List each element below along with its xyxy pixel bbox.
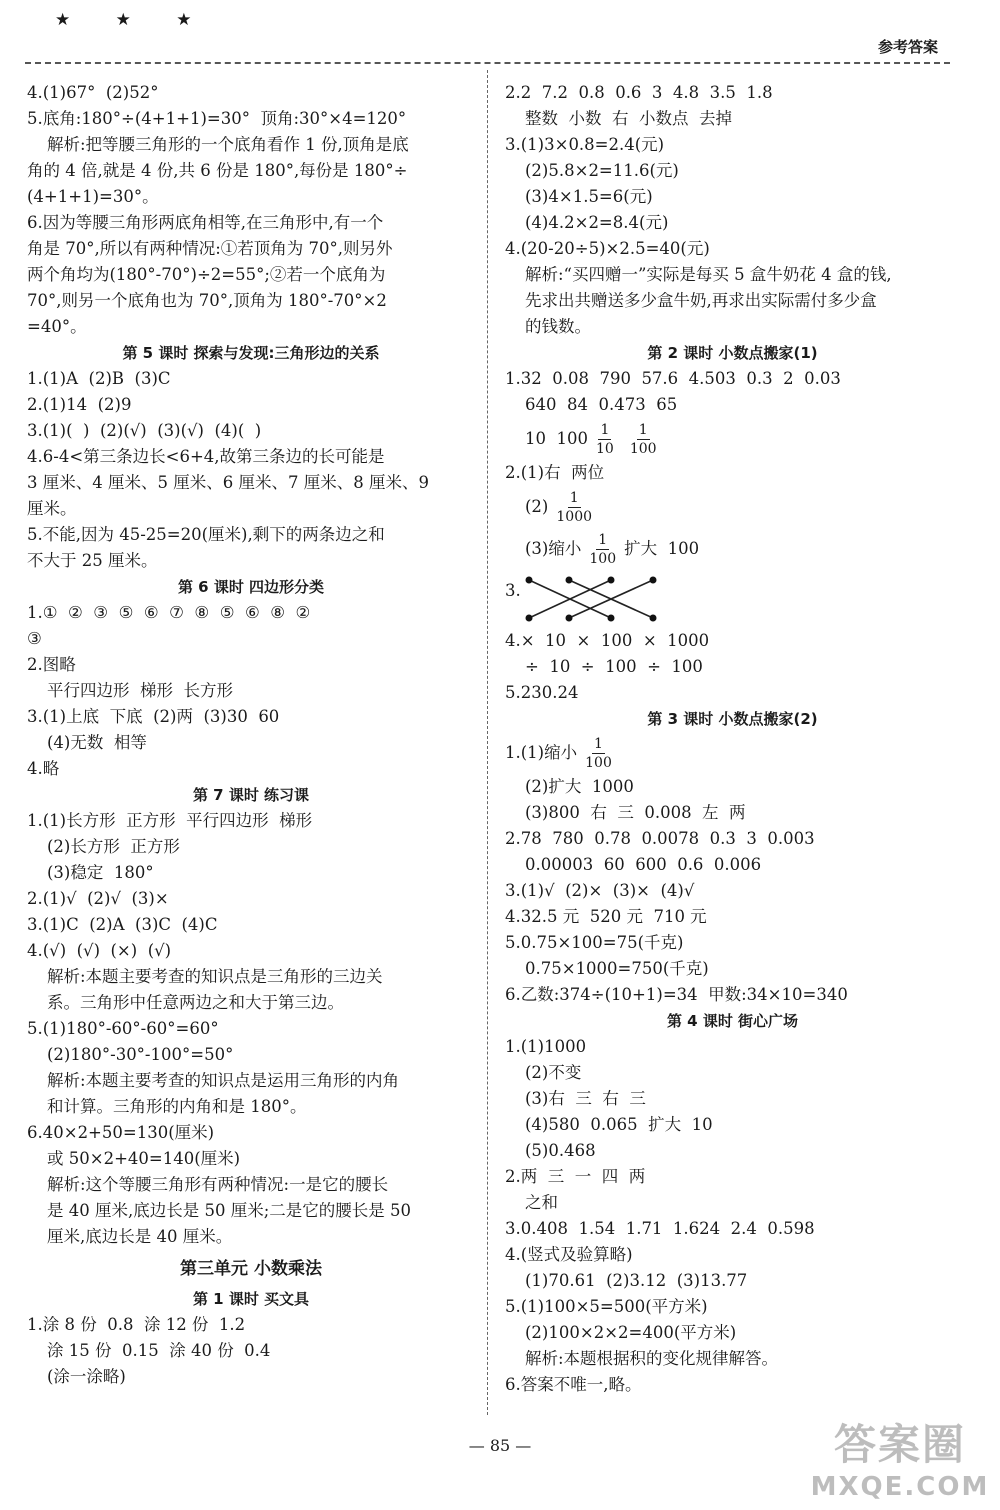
answer-line: 4.32.5 元 520 元 710 元 xyxy=(505,907,707,926)
left-column xyxy=(27,80,475,1390)
matching-dot xyxy=(608,615,615,622)
answer-line: 3 厘米、4 厘米、5 厘米、6 厘米、7 厘米、8 厘米、9 xyxy=(27,473,429,492)
answer-line: (2)100×2×2=400(平方米) xyxy=(525,1323,737,1342)
watermark-line1: 答案圈 xyxy=(833,1420,966,1469)
answer-line: (2)扩大 1000 xyxy=(525,777,634,796)
answer-line: (1)70.61 (2)3.12 (3)13.77 xyxy=(525,1271,748,1290)
answer-line: 1.(1)1000 xyxy=(505,1037,587,1056)
answer-line: 平行四边形 梯形 长方形 xyxy=(47,681,233,700)
answer-line: 4.(20-20÷5)×2.5=40(元) xyxy=(505,239,710,258)
matching-dot xyxy=(566,577,573,584)
answer-text: (2) xyxy=(525,497,549,516)
answer-line: 5.0.75×100=75(千克) xyxy=(505,933,684,952)
answer-line: 解析:本题主要考查的知识点是运用三角形的内角 xyxy=(47,1071,400,1090)
lesson-heading: 第 1 课时 买文具 xyxy=(192,1290,310,1308)
fraction-numerator: 1 xyxy=(638,422,648,438)
matching-diagram xyxy=(505,570,960,628)
answer-line: 4.(1)67° (2)52° xyxy=(27,83,159,102)
answer-line xyxy=(505,486,960,528)
matching-dot xyxy=(566,615,573,622)
answer-line: 2.2 7.2 0.8 0.6 3 4.8 3.5 1.8 xyxy=(505,83,773,102)
answer-line: 是 40 厘米,底边长是 50 厘米;二是它的腰长是 50 xyxy=(47,1201,412,1220)
answer-line: 2.(1)14 (2)9 xyxy=(27,395,132,414)
watermark-line2: MXQE.COM xyxy=(810,1472,990,1502)
answer-line: (3)右 三 右 三 xyxy=(525,1089,646,1108)
fraction-numerator: 1 xyxy=(598,532,608,548)
answer-text: 10 100 xyxy=(525,429,588,448)
answer-line: 3.0.408 1.54 1.71 1.624 2.4 0.598 xyxy=(505,1219,815,1238)
answer-line: 角的 4 倍,就是 4 份,共 6 份是 180°,每份是 180°÷ xyxy=(27,161,408,180)
answer-line: 两个角均为(180°-70°)÷2=55°;②若一个底角为 xyxy=(27,265,386,284)
answer-line: 3.(1)C (2)A (3)C (4)C xyxy=(27,915,218,934)
fraction xyxy=(596,421,614,458)
lesson-heading: 第 5 课时 探索与发现:三角形边的关系 xyxy=(122,344,380,362)
answer-line: (3)800 右 三 0.008 左 两 xyxy=(525,803,746,822)
answer-line: (2)180°-30°-100°=50° xyxy=(47,1045,234,1064)
answer-line: 解析:这个等腰三角形有两种情况:一是它的腰长 xyxy=(47,1175,389,1194)
answer-line: (4)无数 相等 xyxy=(47,733,147,752)
answer-line: 2.两 三 一 四 两 xyxy=(505,1167,646,1186)
header-stars: ★ ★ ★ xyxy=(55,10,212,30)
answer-line: 5.底角:180°÷(4+1+1)=30° 顶角:30°×4=120° xyxy=(27,109,407,128)
matching-dot xyxy=(650,577,657,584)
answer-line: =40°。 xyxy=(27,317,87,336)
header-title: 参考答案 xyxy=(877,38,938,56)
answer-line: 的钱数。 xyxy=(525,317,591,336)
answer-line: 2.(1)右 两位 xyxy=(505,463,605,482)
watermark-logo xyxy=(810,1412,990,1502)
lesson-heading: 第 6 课时 四边形分类 xyxy=(177,578,325,596)
answer-line xyxy=(505,418,960,460)
answer-line: (3)4×1.5=6(元) xyxy=(525,187,653,206)
answer-line: 3.(1)上底 下底 (2)两 (3)30 60 xyxy=(27,707,280,726)
answer-line: 3.(1)√ (2)× (3)× (4)√ xyxy=(505,881,695,900)
fraction-denominator: 100 xyxy=(629,441,657,457)
answer-label: 3. xyxy=(505,581,521,600)
answer-line: (3)稳定 180° xyxy=(47,863,154,882)
answer-line: 先求出共赠送多少盒牛奶,再求出实际需付多少盒 xyxy=(525,291,877,310)
fraction-numerator: 1 xyxy=(594,736,603,752)
answer-line: (2)不变 xyxy=(525,1063,582,1082)
answer-line: (4+1+1)=30°。 xyxy=(27,187,159,206)
matching-dot xyxy=(526,577,533,584)
answer-line: (涂一涂略) xyxy=(47,1367,126,1386)
fraction-numerator: 1 xyxy=(600,422,610,438)
fraction-denominator: 10 xyxy=(595,441,614,457)
answer-line: 涂 15 份 0.15 涂 40 份 0.4 xyxy=(47,1341,271,1360)
answer-line: (4)580 0.065 扩大 10 xyxy=(525,1115,713,1134)
answer-line: 厘米,底边长是 40 厘米。 xyxy=(47,1227,233,1246)
fraction xyxy=(630,421,657,458)
column-divider xyxy=(487,70,488,1415)
lesson-heading: 第 4 课时 街心广场 xyxy=(666,1012,799,1030)
answer-line: 4.(√) (√) (×) (√) xyxy=(27,941,172,960)
answer-line: 1.32 0.08 790 57.6 4.503 0.3 2 0.03 xyxy=(505,369,841,388)
fraction-denominator: 100 xyxy=(585,755,612,771)
matching-dot xyxy=(608,577,615,584)
answer-line: 70°,则另一个底角也为 70°,顶角为 180°-70°×2 xyxy=(27,291,387,310)
lesson-heading: 第 3 课时 小数点搬家(2) xyxy=(647,710,818,728)
answer-line: ③ xyxy=(27,629,42,648)
answer-line: 3.(1)( ) (2)(√) (3)(√) (4)( ) xyxy=(27,421,262,440)
answer-line: 解析:本题根据积的变化规律解答。 xyxy=(525,1349,779,1368)
answer-line: 1.涂 8 份 0.8 涂 12 份 1.2 xyxy=(27,1315,246,1334)
answer-line: 5.不能,因为 45-25=20(厘米),剩下的两条边之和 xyxy=(27,525,385,544)
fraction-denominator: 100 xyxy=(589,551,617,567)
answer-text: 1.(1)缩小 xyxy=(505,743,578,762)
answer-line: 2.78 780 0.78 0.0078 0.3 3 0.003 xyxy=(505,829,815,848)
answer-line: 2.(1)√ (2)√ (3)× xyxy=(27,889,169,908)
answer-line: 1.(1)长方形 正方形 平行四边形 梯形 xyxy=(27,811,313,830)
lesson-heading: 第 7 课时 练习课 xyxy=(192,786,310,804)
answer-text: (3)缩小 xyxy=(525,539,582,558)
right-column xyxy=(505,80,960,1398)
answer-line: 5.(1)180°-60°-60°=60° xyxy=(27,1019,219,1038)
answer-line: (4)4.2×2=8.4(元) xyxy=(525,213,669,232)
answer-line: 1.(1)A (2)B (3)C xyxy=(27,369,171,388)
fraction-numerator: 1 xyxy=(569,490,579,506)
answer-line: 解析:把等腰三角形的一个底角看作 1 份,顶角是底 xyxy=(47,135,409,154)
answer-line: (5)0.468 xyxy=(525,1141,596,1160)
answer-line: 6.乙数:374÷(10+1)=34 甲数:34×10=340 xyxy=(505,985,848,1004)
matching-lines xyxy=(521,574,671,624)
page-number: — 85 — xyxy=(468,1436,532,1455)
answer-line: (2)长方形 正方形 xyxy=(47,837,180,856)
answer-line: 和计算。三角形的内角和是 180°。 xyxy=(47,1097,307,1116)
unit-heading: 第三单元 小数乘法 xyxy=(180,1259,322,1279)
answer-line: 4.6-4<第三条边长<6+4,故第三条边的长可能是 xyxy=(27,447,385,466)
answer-line: 6.因为等腰三角形两底角相等,在三角形中,有一个 xyxy=(27,213,384,232)
answer-line: 2.图略 xyxy=(27,655,76,674)
answer-line: 1.① ② ③ ⑤ ⑥ ⑦ ⑧ ⑤ ⑥ ⑧ ② xyxy=(27,603,311,622)
fraction xyxy=(556,489,592,526)
answer-line xyxy=(505,732,960,774)
answer-line: 解析:“买四赠一”实际是每买 5 盒牛奶花 4 盒的钱, xyxy=(525,265,892,284)
fraction xyxy=(585,735,612,772)
answer-line: 系。三角形中任意两边之和大于第三边。 xyxy=(47,993,344,1012)
answer-line: 角是 70°,所以有两种情况:①若顶角为 70°,则另外 xyxy=(27,239,393,258)
answer-line: (2)5.8×2=11.6(元) xyxy=(525,161,679,180)
answer-line: 厘米。 xyxy=(27,499,77,518)
answer-line: ÷ 10 ÷ 100 ÷ 100 xyxy=(525,657,703,676)
lesson-heading: 第 2 课时 小数点搬家(1) xyxy=(647,344,818,362)
matching-dot xyxy=(650,615,657,622)
header-rule xyxy=(25,62,950,64)
answer-line: 或 50×2+40=140(厘米) xyxy=(47,1149,241,1168)
answer-line: 6.40×2+50=130(厘米) xyxy=(27,1123,215,1142)
answer-line xyxy=(505,528,960,570)
answer-line: 4.× 10 × 100 × 1000 xyxy=(505,631,710,650)
matching-dot xyxy=(526,615,533,622)
answer-line: 0.75×1000=750(千克) xyxy=(525,959,709,978)
answer-line: 4.(竖式及验算略) xyxy=(505,1245,633,1264)
answer-line: 整数 小数 右 小数点 去掉 xyxy=(525,109,732,128)
answer-text: 扩大 100 xyxy=(624,539,700,558)
answer-line: 5.(1)100×5=500(平方米) xyxy=(505,1297,708,1316)
answer-line: 5.230.24 xyxy=(505,683,579,702)
fraction-denominator: 1000 xyxy=(556,509,593,525)
answer-line: 640 84 0.473 65 xyxy=(525,395,678,414)
answer-line: 0.00003 60 600 0.6 0.006 xyxy=(525,855,762,874)
answer-line: 之和 xyxy=(525,1193,558,1212)
fraction xyxy=(589,531,616,568)
answer-line: 4.略 xyxy=(27,759,60,778)
answer-line: 3.(1)3×0.8=2.4(元) xyxy=(505,135,665,154)
answer-line: 6.答案不唯一,略。 xyxy=(505,1375,642,1394)
answer-line: 解析:本题主要考查的知识点是三角形的三边关 xyxy=(47,967,383,986)
answer-line: 不大于 25 厘米。 xyxy=(27,551,158,570)
